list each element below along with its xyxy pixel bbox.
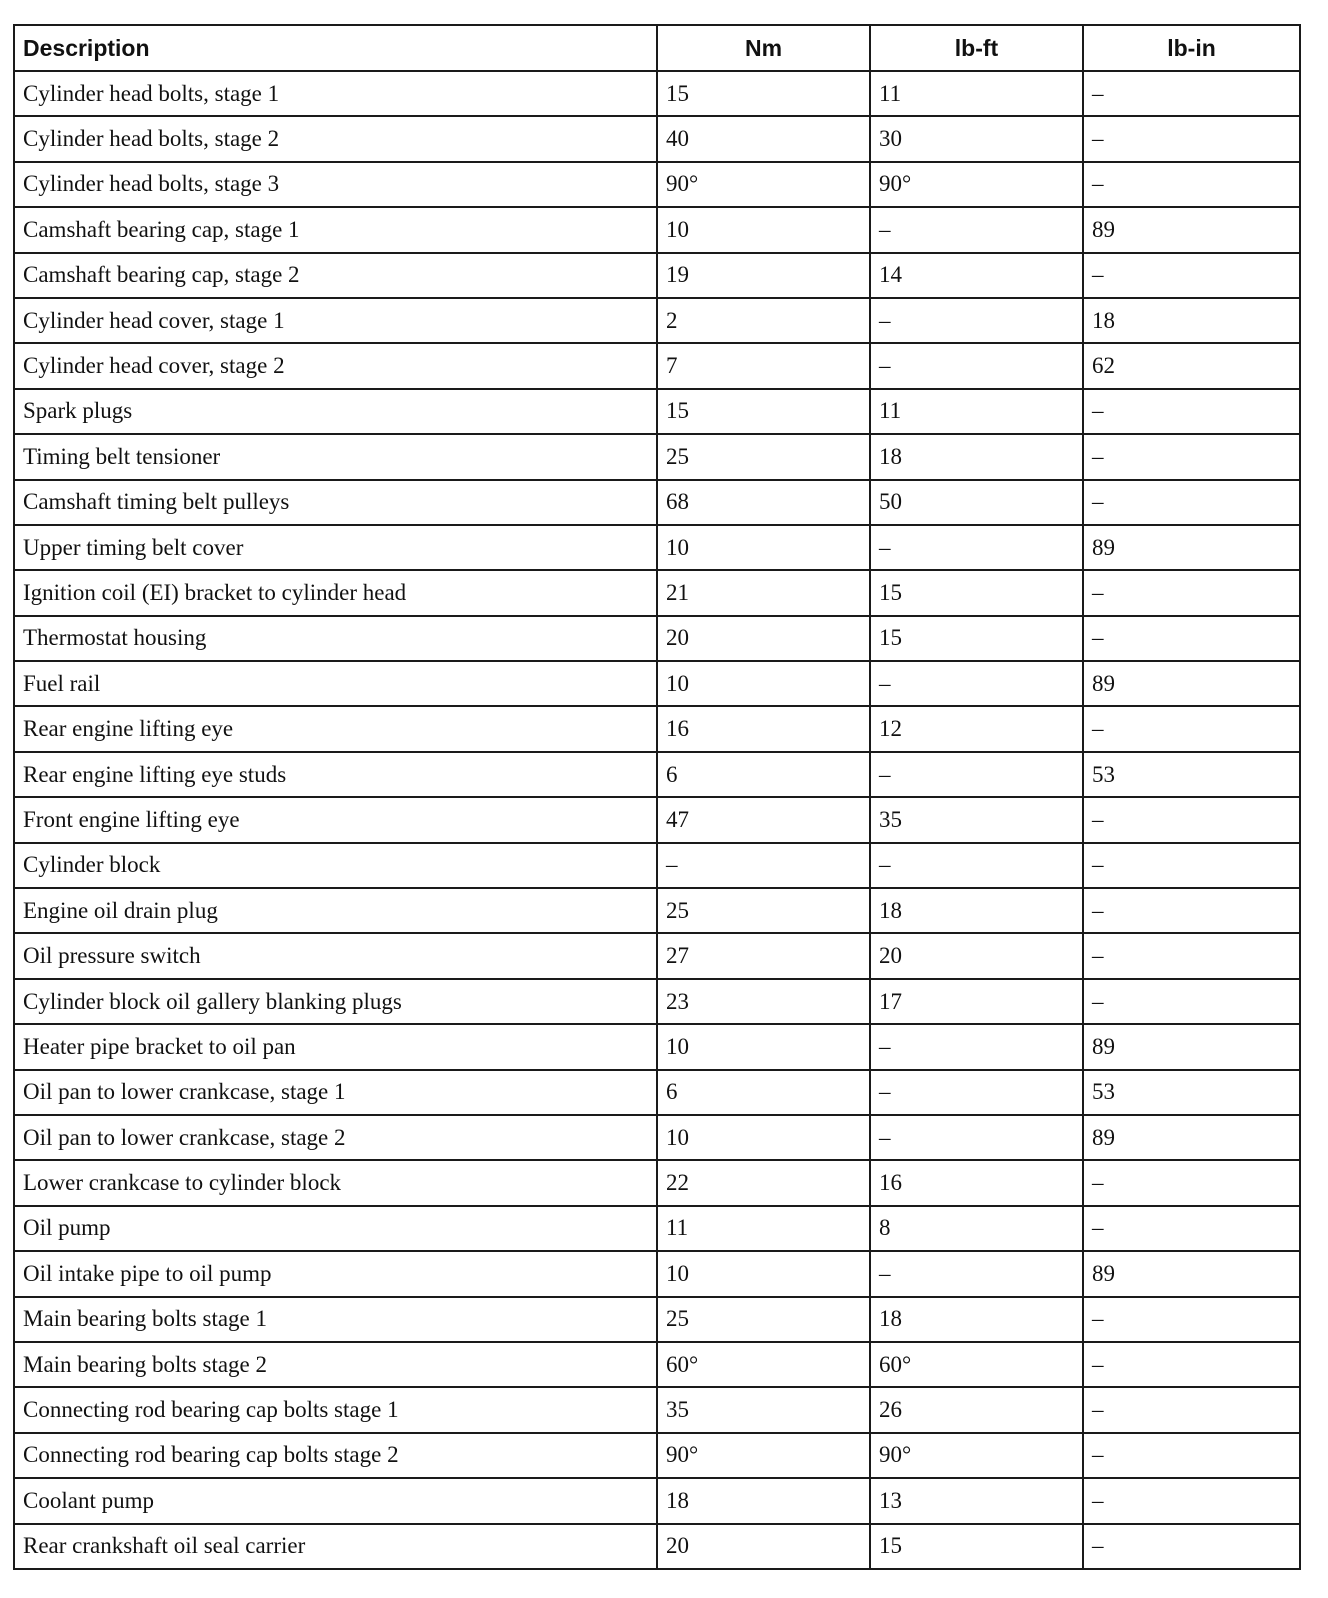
cell-description: Rear engine lifting eye (14, 706, 657, 751)
cell-nm: 20 (657, 616, 870, 661)
cell-description: Camshaft bearing cap, stage 2 (14, 253, 657, 298)
table-row (14, 434, 1300, 479)
table-row (14, 979, 1300, 1024)
header-lb-in: lb-in (1083, 25, 1300, 71)
cell-lb-ft: – (870, 1070, 1083, 1115)
table-row (14, 1024, 1300, 1069)
cell-lb-ft: 15 (870, 616, 1083, 661)
cell-lb-ft: 16 (870, 1160, 1083, 1205)
table-row (14, 116, 1300, 161)
cell-lb-ft: 18 (870, 434, 1083, 479)
cell-nm: 11 (657, 1206, 870, 1251)
cell-nm: 40 (657, 116, 870, 161)
table-row (14, 1478, 1300, 1523)
cell-description: Front engine lifting eye (14, 797, 657, 842)
cell-description: Camshaft bearing cap, stage 1 (14, 207, 657, 252)
cell-lb-ft: 14 (870, 253, 1083, 298)
cell-nm: 15 (657, 71, 870, 116)
cell-nm: 10 (657, 525, 870, 570)
table-row (14, 1342, 1300, 1387)
cell-nm: 90° (657, 1433, 870, 1478)
cell-lb-in: – (1083, 1433, 1300, 1478)
cell-description: Connecting rod bearing cap bolts stage 2 (14, 1433, 657, 1478)
header-lb-ft: lb-ft (870, 25, 1083, 71)
cell-lb-ft: 30 (870, 116, 1083, 161)
cell-nm: 27 (657, 933, 870, 978)
cell-lb-ft: – (870, 752, 1083, 797)
table-row (14, 1115, 1300, 1160)
table-row (14, 525, 1300, 570)
cell-description: Connecting rod bearing cap bolts stage 1 (14, 1387, 657, 1432)
cell-nm: 10 (657, 661, 870, 706)
cell-lb-ft: 11 (870, 389, 1083, 434)
cell-description: Main bearing bolts stage 2 (14, 1342, 657, 1387)
cell-lb-ft: – (870, 1115, 1083, 1160)
cell-description: Upper timing belt cover (14, 525, 657, 570)
cell-description: Oil intake pipe to oil pump (14, 1251, 657, 1296)
table-row (14, 253, 1300, 298)
cell-lb-ft: 13 (870, 1478, 1083, 1523)
cell-nm: 25 (657, 888, 870, 933)
cell-lb-in: – (1083, 1160, 1300, 1205)
cell-description: Cylinder head cover, stage 2 (14, 343, 657, 388)
cell-description: Cylinder head bolts, stage 2 (14, 116, 657, 161)
cell-lb-in: – (1083, 389, 1300, 434)
table-row (14, 797, 1300, 842)
table-row (14, 616, 1300, 661)
table-row (14, 1070, 1300, 1115)
cell-description: Main bearing bolts stage 1 (14, 1297, 657, 1342)
cell-nm: 19 (657, 253, 870, 298)
cell-lb-ft: 90° (870, 162, 1083, 207)
cell-nm: 25 (657, 434, 870, 479)
table-row (14, 706, 1300, 751)
table-row (14, 1206, 1300, 1251)
table-header-row (14, 25, 1300, 71)
table-row (14, 1160, 1300, 1205)
table-row (14, 570, 1300, 615)
cell-nm: 90° (657, 162, 870, 207)
table-row (14, 661, 1300, 706)
cell-lb-in: – (1083, 1342, 1300, 1387)
cell-lb-ft: 15 (870, 570, 1083, 615)
cell-description: Fuel rail (14, 661, 657, 706)
cell-nm: 20 (657, 1524, 870, 1569)
cell-lb-ft: 17 (870, 979, 1083, 1024)
cell-lb-in: – (1083, 1297, 1300, 1342)
cell-lb-in: – (1083, 480, 1300, 525)
cell-lb-in: – (1083, 434, 1300, 479)
cell-description: Spark plugs (14, 389, 657, 434)
cell-lb-ft: 50 (870, 480, 1083, 525)
table-row (14, 343, 1300, 388)
cell-description: Thermostat housing (14, 616, 657, 661)
cell-lb-in: – (1083, 1206, 1300, 1251)
table-row (14, 1297, 1300, 1342)
cell-lb-in: 53 (1083, 1070, 1300, 1115)
cell-lb-ft: – (870, 343, 1083, 388)
table-row (14, 162, 1300, 207)
table-row (14, 1433, 1300, 1478)
cell-nm: 6 (657, 752, 870, 797)
cell-lb-ft: – (870, 661, 1083, 706)
cell-nm: 2 (657, 298, 870, 343)
cell-nm: 10 (657, 207, 870, 252)
cell-lb-in: – (1083, 1387, 1300, 1432)
cell-lb-in: 89 (1083, 207, 1300, 252)
cell-lb-in: 53 (1083, 752, 1300, 797)
table-row (14, 933, 1300, 978)
cell-description: Cylinder head bolts, stage 3 (14, 162, 657, 207)
cell-lb-ft: 11 (870, 71, 1083, 116)
cell-lb-in: – (1083, 253, 1300, 298)
cell-lb-in: 89 (1083, 525, 1300, 570)
cell-nm: 7 (657, 343, 870, 388)
table-row (14, 71, 1300, 116)
table-row (14, 207, 1300, 252)
table-row (14, 1524, 1300, 1569)
cell-lb-in: 18 (1083, 298, 1300, 343)
cell-lb-in: – (1083, 570, 1300, 615)
cell-lb-ft: – (870, 843, 1083, 888)
cell-lb-in: – (1083, 116, 1300, 161)
cell-nm: 6 (657, 1070, 870, 1115)
torque-specifications-table (13, 24, 1301, 1570)
cell-lb-ft: 18 (870, 1297, 1083, 1342)
cell-lb-in: 89 (1083, 661, 1300, 706)
cell-nm: 10 (657, 1251, 870, 1296)
cell-lb-ft: 90° (870, 1433, 1083, 1478)
cell-lb-ft: – (870, 1024, 1083, 1069)
cell-lb-ft: 15 (870, 1524, 1083, 1569)
cell-lb-ft: 8 (870, 1206, 1083, 1251)
cell-nm: 23 (657, 979, 870, 1024)
cell-lb-in: – (1083, 933, 1300, 978)
table-row (14, 843, 1300, 888)
cell-nm: 10 (657, 1024, 870, 1069)
cell-description: Heater pipe bracket to oil pan (14, 1024, 657, 1069)
cell-nm: 60° (657, 1342, 870, 1387)
cell-lb-in: 89 (1083, 1115, 1300, 1160)
cell-nm: 18 (657, 1478, 870, 1523)
table-row (14, 298, 1300, 343)
cell-lb-in: – (1083, 706, 1300, 751)
cell-lb-ft: 18 (870, 888, 1083, 933)
cell-lb-ft: 20 (870, 933, 1083, 978)
cell-description: Coolant pump (14, 1478, 657, 1523)
table-row (14, 480, 1300, 525)
cell-lb-in: – (1083, 797, 1300, 842)
cell-lb-ft: – (870, 298, 1083, 343)
cell-lb-in: – (1083, 1524, 1300, 1569)
cell-nm: – (657, 843, 870, 888)
cell-description: Oil pan to lower crankcase, stage 2 (14, 1115, 657, 1160)
cell-nm: 47 (657, 797, 870, 842)
table-row (14, 752, 1300, 797)
cell-description: Timing belt tensioner (14, 434, 657, 479)
cell-lb-in: – (1083, 888, 1300, 933)
cell-description: Cylinder head bolts, stage 1 (14, 71, 657, 116)
cell-nm: 35 (657, 1387, 870, 1432)
cell-description: Rear crankshaft oil seal carrier (14, 1524, 657, 1569)
cell-description: Oil pump (14, 1206, 657, 1251)
cell-lb-ft: – (870, 207, 1083, 252)
cell-description: Rear engine lifting eye studs (14, 752, 657, 797)
cell-description: Ignition coil (EI) bracket to cylinder head (14, 570, 657, 615)
cell-nm: 16 (657, 706, 870, 751)
cell-lb-in: – (1083, 979, 1300, 1024)
cell-lb-in: – (1083, 843, 1300, 888)
cell-lb-in: 89 (1083, 1251, 1300, 1296)
cell-description: Cylinder head cover, stage 1 (14, 298, 657, 343)
cell-description: Cylinder block oil gallery blanking plugs (14, 979, 657, 1024)
table-row (14, 389, 1300, 434)
cell-description: Oil pressure switch (14, 933, 657, 978)
cell-lb-ft: 26 (870, 1387, 1083, 1432)
cell-lb-in: 62 (1083, 343, 1300, 388)
cell-description: Camshaft timing belt pulleys (14, 480, 657, 525)
cell-lb-ft: 35 (870, 797, 1083, 842)
cell-lb-ft: – (870, 1251, 1083, 1296)
cell-lb-ft: 60° (870, 1342, 1083, 1387)
cell-lb-in: – (1083, 162, 1300, 207)
table-row (14, 888, 1300, 933)
cell-description: Oil pan to lower crankcase, stage 1 (14, 1070, 657, 1115)
cell-nm: 21 (657, 570, 870, 615)
header-description: Description (14, 25, 657, 71)
header-nm: Nm (657, 25, 870, 71)
cell-lb-in: – (1083, 616, 1300, 661)
cell-lb-ft: – (870, 525, 1083, 570)
cell-lb-in: – (1083, 1478, 1300, 1523)
cell-description: Engine oil drain plug (14, 888, 657, 933)
cell-lb-in: 89 (1083, 1024, 1300, 1069)
cell-lb-ft: 12 (870, 706, 1083, 751)
cell-description: Cylinder block (14, 843, 657, 888)
cell-nm: 22 (657, 1160, 870, 1205)
table-body (14, 71, 1300, 1569)
cell-nm: 25 (657, 1297, 870, 1342)
cell-description: Lower crankcase to cylinder block (14, 1160, 657, 1205)
cell-nm: 68 (657, 480, 870, 525)
cell-lb-in: – (1083, 71, 1300, 116)
cell-nm: 15 (657, 389, 870, 434)
cell-nm: 10 (657, 1115, 870, 1160)
table-row (14, 1251, 1300, 1296)
table-row (14, 1387, 1300, 1432)
